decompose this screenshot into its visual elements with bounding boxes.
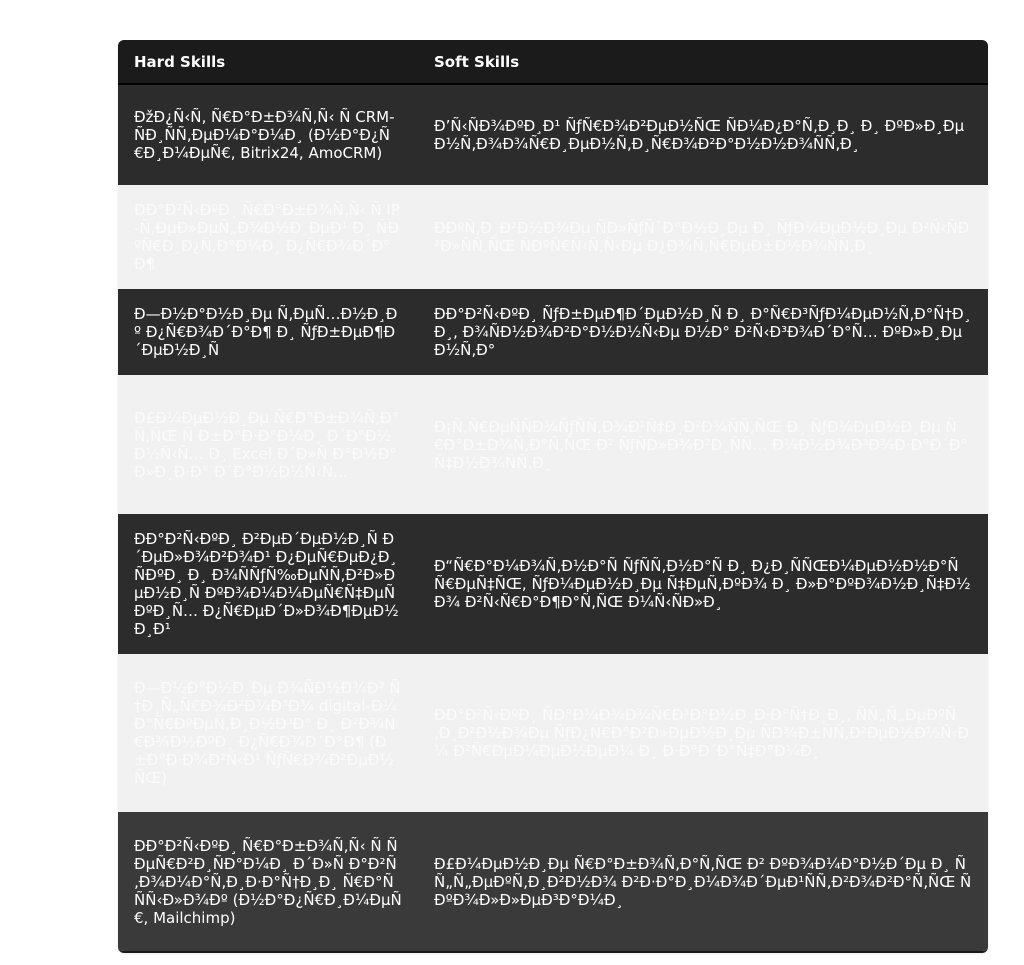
table-row	[118, 375, 988, 514]
table-row	[118, 84, 988, 185]
table-header	[118, 40, 988, 84]
table-row	[118, 514, 988, 654]
soft-skill-cell: ÐÐ°Ð²Ñ‹ÐºÐ¸ ÑƒÐ±ÐµÐ¶Ð´ÐµÐ½Ð¸Ñ Ð¸ Ð°Ñ€Ð³ÑƒÐ¼ÐµÐ½Ñ‚Ð°Ñ†Ð¸Ð¸, Ð¾ÑÐ½Ð¾Ð²Ð°Ð½Ð½Ñ‹Ðµ Ð½Ð° Ð²Ñ‹Ð³Ð¾Ð´Ð°Ñ… ÐºÐ»Ð¸ÐµÐ½Ñ‚Ð°	[418, 289, 988, 375]
skills-table	[118, 40, 988, 951]
hard-skill-cell: ÐÐ°Ð²Ñ‹ÐºÐ¸ Ñ€Ð°Ð±Ð¾Ñ‚Ñ‹ Ñ IP-Ñ‚ÐµÐ»ÐµÑ„Ð¾Ð½Ð¸ÐµÐ¹ Ð¸ ÑÐºÑ€Ð¸Ð¿Ñ‚Ð°Ð¼Ð¸ Ð¿Ñ€Ð¾Ð´Ð°Ð¶	[118, 185, 418, 289]
skills-table-container	[118, 40, 988, 953]
header-row	[118, 40, 988, 84]
header-hard-skills: Hard Skills	[118, 40, 418, 84]
table-row	[118, 812, 988, 951]
hard-skill-cell: Ð—Ð½Ð°Ð½Ð¸Ðµ Ð¾ÑÐ½Ð¾Ð² Ñ†Ð¸Ñ„Ñ€Ð¾Ð²Ð¾Ð³Ð¾ digital-Ð¼Ð°Ñ€ÐºÐµÑ‚Ð¸Ð½Ð³Ð° Ð¸ Ð²Ð¾Ñ€Ð¾Ð½ÐºÐ¸ Ð¿Ñ€Ð¾Ð´Ð°Ð¶ (Ð±Ð°Ð·Ð¾Ð²Ñ‹Ð¹ ÑƒÑ€Ð¾Ð²ÐµÐ½ÑŒ)	[118, 654, 418, 812]
header-soft-skills: Soft Skills	[418, 40, 988, 84]
soft-skill-cell: Ð’Ñ‹ÑÐ¾ÐºÐ¸Ð¹ ÑƒÑ€Ð¾Ð²ÐµÐ½ÑŒ ÑÐ¼Ð¿Ð°Ñ‚Ð¸Ð¸ Ð¸ ÐºÐ»Ð¸ÐµÐ½Ñ‚Ð¾Ð¾Ñ€Ð¸ÐµÐ½Ñ‚Ð¸Ñ€Ð¾Ð²Ð°Ð½Ð½Ð¾ÑÑ‚Ð¸	[418, 84, 988, 185]
soft-skill-cell: Ð£Ð¼ÐµÐ½Ð¸Ðµ Ñ€Ð°Ð±Ð¾Ñ‚Ð°Ñ‚ÑŒ Ð² ÐºÐ¾Ð¼Ð°Ð½Ð´Ðµ Ð¸ ÑÑ„Ñ„ÐµÐºÑ‚Ð¸Ð²Ð½Ð¾ Ð²Ð·Ð°Ð¸Ð¼Ð¾Ð´ÐµÐ¹ÑÑ‚Ð²Ð¾Ð²Ð°Ñ‚ÑŒ Ñ ÐºÐ¾Ð»Ð»ÐµÐ³Ð°Ð¼Ð¸	[418, 812, 988, 951]
table-row	[118, 289, 988, 375]
soft-skill-cell: ÐÐ°Ð²Ñ‹ÐºÐ¸ ÑÐ°Ð¼Ð¾Ð¾Ñ€Ð³Ð°Ð½Ð¸Ð·Ð°Ñ†Ð¸Ð¸, ÑÑ„Ñ„ÐµÐºÑ‚Ð¸Ð²Ð½Ð¾Ðµ ÑƒÐ¿Ñ€Ð°Ð²Ð»ÐµÐ½Ð¸Ðµ ÑÐ¾Ð±ÑÑ‚Ð²ÐµÐ½Ð½Ñ‹Ð¼ Ð²Ñ€ÐµÐ¼ÐµÐ½ÐµÐ¼ Ð¸ Ð·Ð°Ð´Ð°Ñ‡Ð°Ð¼Ð¸	[418, 654, 988, 812]
hard-skill-cell: Ð—Ð½Ð°Ð½Ð¸Ðµ Ñ‚ÐµÑ…Ð½Ð¸Ðº Ð¿Ñ€Ð¾Ð´Ð°Ð¶ Ð¸ ÑƒÐ±ÐµÐ¶Ð´ÐµÐ½Ð¸Ñ	[118, 289, 418, 375]
table-body	[118, 84, 988, 951]
hard-skill-cell: ÐÐ°Ð²Ñ‹ÐºÐ¸ Ñ€Ð°Ð±Ð¾Ñ‚Ñ‹ Ñ ÑÐµÑ€Ð²Ð¸ÑÐ°Ð¼Ð¸ Ð´Ð»Ñ Ð°Ð²Ñ‚Ð¾Ð¼Ð°Ñ‚Ð¸Ð·Ð°Ñ†Ð¸Ð¸ Ñ€Ð°ÑÑÑ‹Ð»Ð¾Ðº (Ð½Ð°Ð¿Ñ€Ð¸Ð¼ÐµÑ€, Mailchimp)	[118, 812, 418, 951]
soft-skill-cell: Ð¡Ñ‚Ñ€ÐµÑÑÐ¾ÑƒÑÑ‚Ð¾Ð¹Ñ‡Ð¸Ð²Ð¾ÑÑ‚ÑŒ Ð¸ ÑƒÐ¼ÐµÐ½Ð¸Ðµ Ñ€Ð°Ð±Ð¾Ñ‚Ð°Ñ‚ÑŒ Ð² ÑƒÑÐ»Ð¾Ð²Ð¸ÑÑ… Ð¼Ð½Ð¾Ð³Ð¾Ð·Ð°Ð´Ð°Ñ‡Ð½Ð¾ÑÑ‚Ð¸	[418, 375, 988, 514]
table-row	[118, 654, 988, 812]
soft-skill-cell: ÐÐºÑ‚Ð¸Ð²Ð½Ð¾Ðµ ÑÐ»ÑƒÑˆÐ°Ð½Ð¸Ðµ Ð¸ ÑƒÐ¼ÐµÐ½Ð¸Ðµ Ð²Ñ‹ÑÐ²Ð»ÑÑ‚ÑŒ ÑÐºÑ€Ñ‹Ñ‚Ñ‹Ðµ Ð¿Ð¾Ñ‚Ñ€ÐµÐ±Ð½Ð¾ÑÑ‚Ð¸	[418, 185, 988, 289]
hard-skill-cell: Ð£Ð¼ÐµÐ½Ð¸Ðµ Ñ€Ð°Ð±Ð¾Ñ‚Ð°Ñ‚ÑŒ Ñ Ð±Ð°Ð·Ð°Ð¼Ð¸ Ð´Ð°Ð½Ð½Ñ‹Ñ… Ð¸ Excel Ð´Ð»Ñ Ð°Ð½Ð°Ð»Ð¸Ð·Ð° Ð´Ð°Ð½Ð½Ñ‹Ñ…	[118, 375, 418, 514]
soft-skill-cell: Ð“Ñ€Ð°Ð¼Ð¾Ñ‚Ð½Ð°Ñ ÑƒÑÑ‚Ð½Ð°Ñ Ð¸ Ð¿Ð¸ÑÑŒÐ¼ÐµÐ½Ð½Ð°Ñ Ñ€ÐµÑ‡ÑŒ, ÑƒÐ¼ÐµÐ½Ð¸Ðµ Ñ‡ÐµÑ‚ÐºÐ¾ Ð¸ Ð»Ð°ÐºÐ¾Ð½Ð¸Ñ‡Ð½Ð¾ Ð²Ñ‹Ñ€Ð°Ð¶Ð°Ñ‚ÑŒ Ð¼Ñ‹ÑÐ»Ð¸	[418, 514, 988, 654]
table-row	[118, 185, 988, 289]
hard-skill-cell: ÐžÐ¿Ñ‹Ñ‚ Ñ€Ð°Ð±Ð¾Ñ‚Ñ‹ Ñ CRM-ÑÐ¸ÑÑ‚ÐµÐ¼Ð°Ð¼Ð¸ (Ð½Ð°Ð¿Ñ€Ð¸Ð¼ÐµÑ€, Bitrix24, AmoCRM)	[118, 84, 418, 185]
hard-skill-cell: ÐÐ°Ð²Ñ‹ÐºÐ¸ Ð²ÐµÐ´ÐµÐ½Ð¸Ñ Ð´ÐµÐ»Ð¾Ð²Ð¾Ð¹ Ð¿ÐµÑ€ÐµÐ¿Ð¸ÑÐºÐ¸ Ð¸ Ð¾ÑÑƒÑ‰ÐµÑÑ‚Ð²Ð»ÐµÐ½Ð¸Ñ ÐºÐ¾Ð¼Ð¼ÐµÑ€Ñ‡ÐµÑÐºÐ¸Ñ… Ð¿Ñ€ÐµÐ´Ð»Ð¾Ð¶ÐµÐ½Ð¸Ð¹	[118, 514, 418, 654]
